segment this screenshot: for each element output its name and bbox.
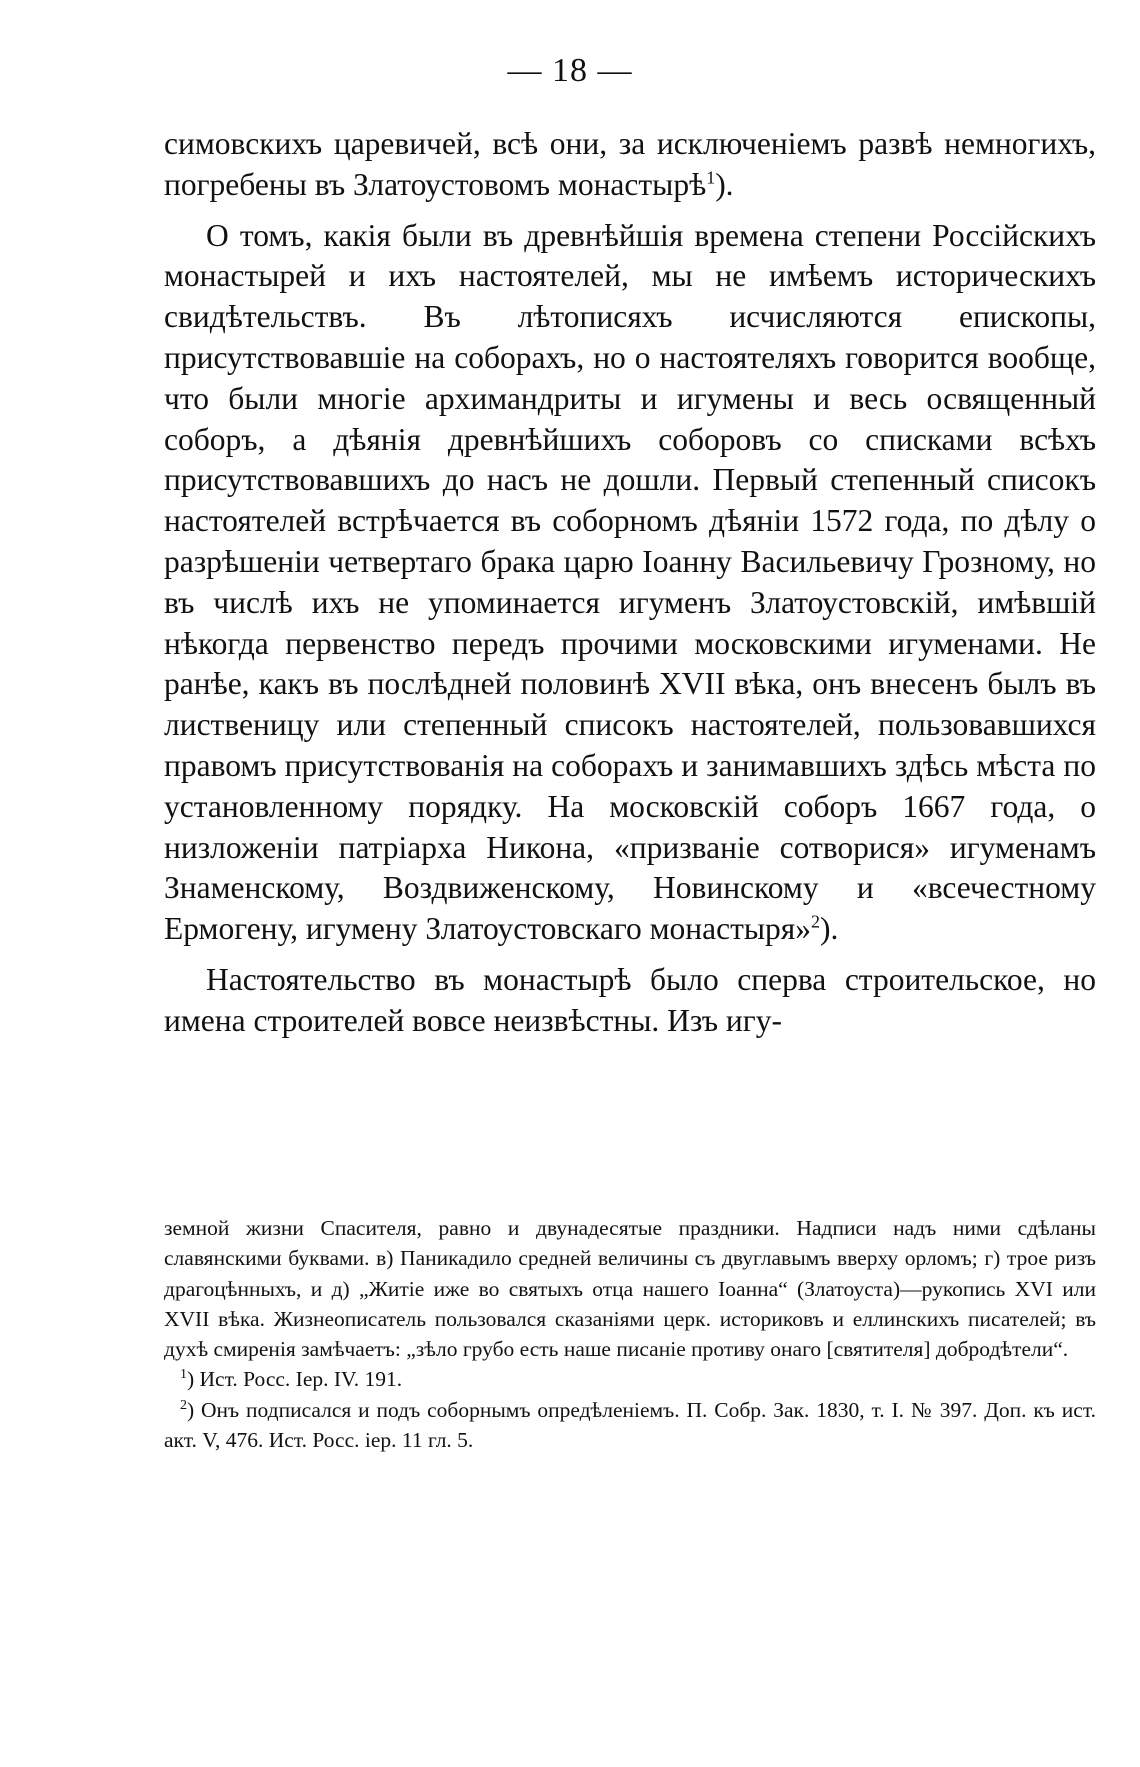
- paragraph-2-end: ).: [820, 911, 839, 947]
- footnotes: [164, 1213, 1096, 1455]
- paragraph-2: [164, 216, 1096, 950]
- paragraph-1-text: симовскихъ царевичей, всѣ они, за исключеніемъ развѣ немногихъ, погребены въ Златоустовомъ монастырѣ: [164, 126, 1096, 202]
- footnote-2-marker: 2: [180, 1397, 187, 1413]
- paragraph-2-text: О томъ, какія были въ древнѣйшія времена степени Россійскихъ монастырей и ихъ настоятелей, мы не имѣемъ историческихъ свидѣтельствъ. Въ лѣтописяхъ исчисляются епископы, присутствовавшіе на соборахъ, но о настоятеляхъ говорится вообще, что были многіе архимандриты и игумены и весь освященный соборъ, а дѣянія древнѣйшихъ соборовъ со списками всѣхъ присутствовавшихъ до насъ не дошли. Первый степенный списокъ настоятелей встрѣчается въ соборномъ дѣяніи 1572 года, по дѣлу о разрѣшеніи четвертаго брака царю Іоанну Васильевичу Грозному, но въ числѣ ихъ не упоминается игуменъ Златоустовскій, имѣвшій нѣкогда первенство передъ прочими московскими игуменами. Не ранѣе, какъ въ послѣдней половинѣ XVII вѣка, онъ внесенъ былъ въ лиственицу или степенный списокъ настоятелей, пользовавшихся правомъ присутствованія на соборахъ и занимавшихъ здѣсь мѣста по установленному порядку. На московскій соборъ 1667 года, о низложеніи патріарха Никона, «призваніе сотворися» игуменамъ Знаменскому, Воздвиженскому, Новинскому и «всечестному Ермогену, игумену Златоустовскаго монастыря»: [164, 217, 1096, 947]
- footnote-2-text: ) Онъ подписался и подъ соборнымъ опредѣленіемъ. П. Собр. Зак. 1830, т. I. № 397. Доп. къ ист. акт. V, 476. Ист. Росс. іер. 11 гл. 5.: [164, 1397, 1096, 1453]
- paragraph-3: [164, 960, 1096, 1042]
- footnote-ref-1: 1: [706, 167, 716, 188]
- main-text: [164, 124, 1096, 1042]
- footnote-2: [164, 1395, 1096, 1456]
- footnote-1-text: ) Ист. Росс. Іер. IV. 191.: [187, 1367, 403, 1392]
- paragraph-1: [164, 124, 1096, 206]
- footnote-ref-2: 2: [811, 911, 821, 932]
- footnote-continuation: земной жизни Спасителя, равно и двунадесятые праздники. Надписи надъ ними сдѣланы славянскими буквами. в) Паникадило средней величины съ двуглавымъ вверху орломъ; г) трое ризъ драгоцѣнныхъ, и д) „Житіе иже во святыхъ отца нашего Іоанна“ (Златоуста)—рукопись XVI или XVII вѣка. Жизнеописатель пользовался сказаніями церк. историковъ и еллинскихъ писателей; въ духѣ смиренія замѣчаетъ: „зѣло грубо есть наше писаніе противу онаго [святителя] добродѣтели“.: [164, 1216, 1096, 1362]
- paragraph-3-text: Настоятельство въ монастырѣ было сперва строительское, но имена строителей вовсе неизвѣстны. Изъ игу-: [164, 961, 1096, 1038]
- paragraph-1-end: ).: [715, 166, 734, 202]
- footnote-1-marker: 1: [180, 1367, 187, 1383]
- footnote-1: [164, 1364, 1096, 1394]
- page-number: — 18 —: [507, 52, 633, 89]
